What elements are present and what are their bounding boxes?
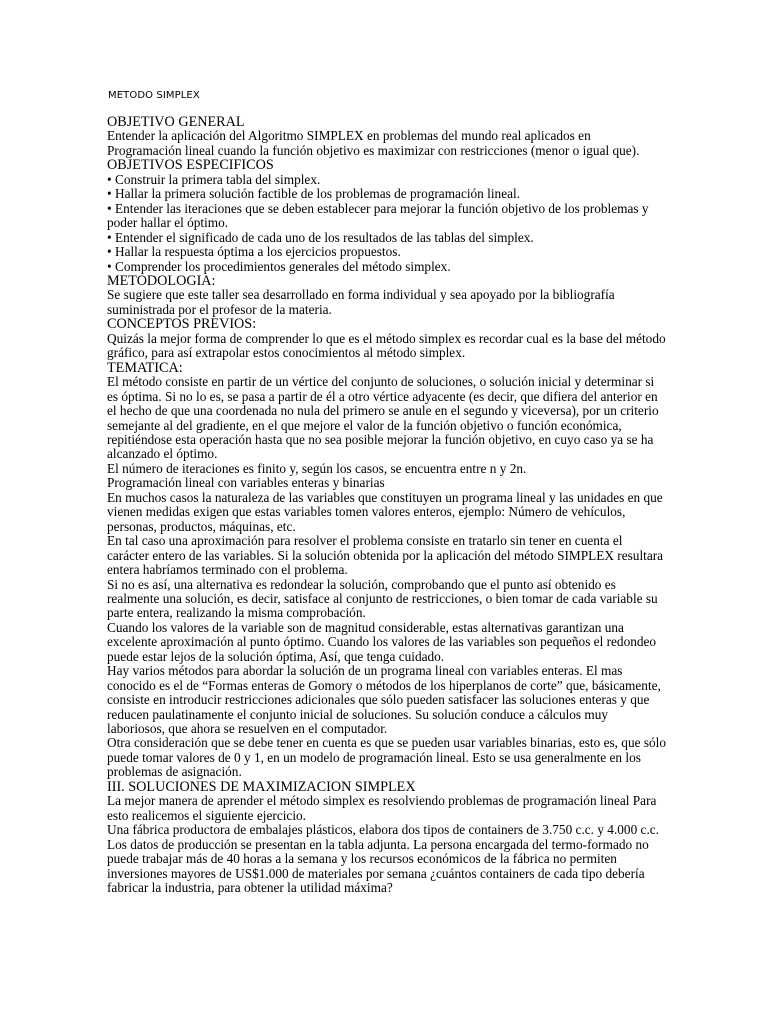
- paragraph: El método consiste en partir de un vértice del conjunto de soluciones, o solución inicial y determinar si es óptima. Si no lo es, se pasa a partir de él a otro vértice adyacente (es decir, que difiera del anterior en el hecho de que una coordenada no nula del primero se anule en el segundo y viceversa), por un criterio semejante al del gradiente, en el que mejore el valor de la función objetivo o función económica, repitiéndose esta operación hasta que no sea posible mejorar la función objetivo, en cuyo caso ya se ha alcanzado el óptimo.: [107, 374, 659, 462]
- section-heading: III. SOLUCIONES DE MAXIMIZACION SIMPLEX: [107, 778, 416, 795]
- paragraph: • Comprender los procedimientos generales del método simplex.: [107, 258, 451, 274]
- paragraph: Programación lineal con variables enteras y binarias: [107, 475, 385, 491]
- document-title: METODO SIMPLEX: [108, 90, 200, 101]
- section-heading: METODOLOGIA:: [107, 272, 216, 289]
- paragraph: Cuando los valores de la variable son de magnitud considerable, estas alternativas garantizan una excelente aproximación al punto óptimo. Cuando los valores de las variables son pequeños el redondeo puede estar lejos de la solución óptima, Así, que tenga cuidado.: [107, 619, 657, 664]
- paragraph: Hay varios métodos para abordar la solución de un programa lineal con variables enteras. El mas conocido es el de “Formas enteras de Gomory o métodos de los hiperplanos de corte” que, básicamente, consiste en introducir restricciones adicionales que sólo pueden satisfacer las soluciones enteras y que reducen paulatinamente el conjunto inicial de soluciones. Su solución conduce a cálculos muy laboriosos, que ahora se resuelven en el computador.: [107, 663, 661, 737]
- paragraph: La mejor manera de aprender el método simplex es resolviendo problemas de programación lineal Para esto realicemos el siguiente ejercicio.: [107, 793, 657, 823]
- section-heading: CONCEPTOS PREVIOS:: [107, 316, 257, 333]
- paragraph: El número de iteraciones es finito y, según los casos, se encuentra entre n y 2n.: [107, 460, 527, 476]
- paragraph: • Hallar la primera solución factible de los problemas de programación lineal.: [107, 186, 521, 202]
- paragraph: Otra consideración que se debe tener en cuenta es que se pueden usar variables binarias, esto es, que sólo puede tomar valores de 0 y 1, en un modelo de programación lineal. Esto se usa generalmente en los problemas de asignación.: [107, 735, 666, 780]
- paragraph: Se sugiere que este taller sea desarrollado en forma individual y sea apoyado por la bibliografía suministrada por el profesor de la materia.: [107, 287, 615, 317]
- paragraph: Una fábrica productora de embalajes plásticos, elabora dos tipos de containers de 3.750 c.c. y 4.000 c.c. Los datos de producción se presentan en la tabla adjunta. La persona encargada del termo-formado no puede trabajar más de 40 horas a la semana y los recursos económicos de la fábrica no permiten inversiones mayores de US$1.000 de materiales por semana ¿cuántos containers de cada tipo debería fabricar la industria, para obtener la utilidad máxima?: [107, 822, 659, 896]
- paragraph: En tal caso una aproximación para resolver el problema consiste en tratarlo sin tener en cuenta el carácter entero de las variables. Si la solución obtenida por la aplicación del método SIMPLEX resultara entera habríamos terminado con el problema.: [107, 533, 664, 578]
- paragraph: Si no es así, una alternativa es redondear la solución, comprobando que el punto así obtenido es realmente una solución, es decir, satisface al conjunto de restricciones, o bien tomar de cada variable su parte entera, realizando la misma comprobación.: [107, 576, 658, 621]
- paragraph: • Entender las iteraciones que se deben establecer para mejorar la función objetivo de los problemas y poder hallar el óptimo.: [107, 200, 649, 231]
- section-heading: TEMATICA:: [107, 359, 183, 376]
- document-body: [107, 115, 667, 895]
- paragraph: • Construir la primera tabla del simplex.: [107, 171, 321, 187]
- paragraph: En muchos casos la naturaleza de las variables que constituyen un programa lineal y las unidades en que vienen medidas exigen que estas variables tomen valores enteros, ejemplo: Número de vehículos, personas, productos, máquinas, etc.: [107, 489, 663, 534]
- paragraph: • Hallar la respuesta óptima a los ejercicios propuestos.: [107, 244, 401, 260]
- section-heading: OBJETIVOS ESPECIFICOS: [107, 157, 274, 174]
- paragraph: • Entender el significado de cada uno de los resultados de las tablas del simplex.: [107, 229, 534, 245]
- paragraph: Quizás la mejor forma de comprender lo que es el método simplex es recordar cual es la base del método gráfico, para así extrapolar estos conocimientos al método simplex.: [107, 330, 666, 361]
- section-heading: OBJETIVO GENERAL: [107, 114, 245, 130]
- paragraph: Entender la aplicación del Algoritmo SIMPLEX en problemas del mundo real aplicados en Programación lineal cuando la función objetivo es maximizar con restricciones (menor o igual que).: [107, 128, 640, 158]
